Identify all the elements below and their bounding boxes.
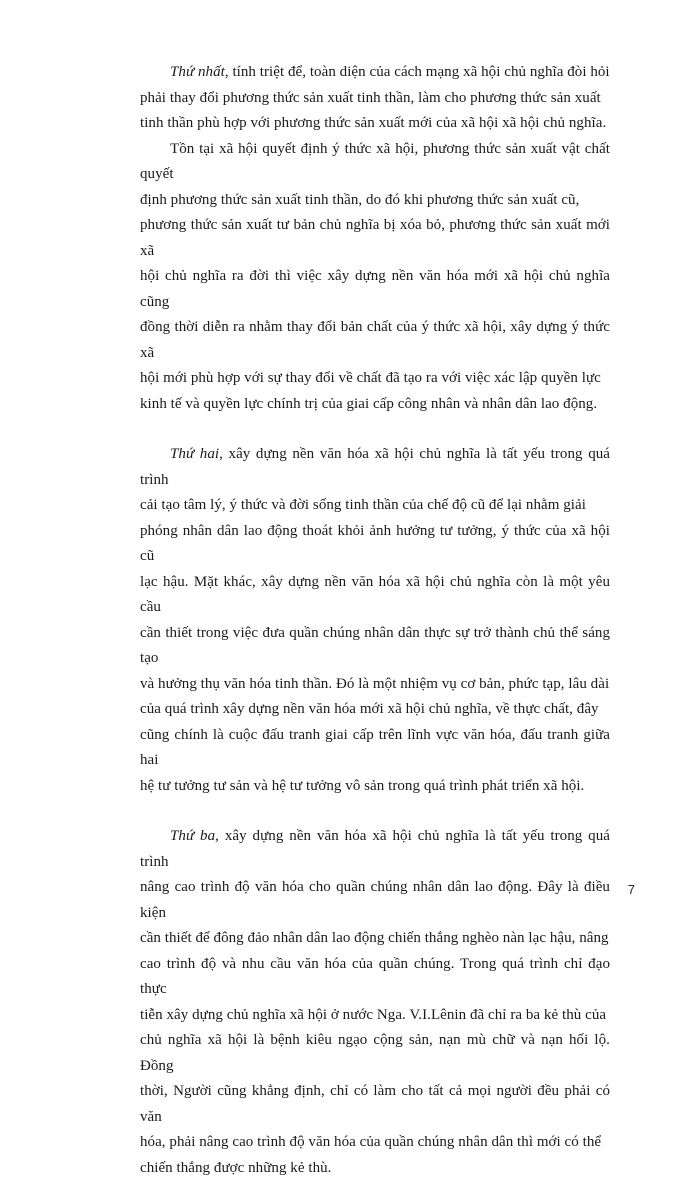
paragraph-gap <box>140 799 610 824</box>
paragraph-line: chiến thắng được những kẻ thù. <box>140 1156 610 1181</box>
paragraph-line <box>140 60 610 86</box>
paragraph-line: tiễn xây dựng chủ nghĩa xã hội ở nước Nga. V.I.Lênin đã chỉ ra ba kẻ thù của <box>140 1003 610 1029</box>
paragraph-line: cần thiết để đông đảo nhân dân lao động chiến thắng nghèo nàn lạc hậu, nâng <box>140 926 610 952</box>
paragraph-line: và hưởng thụ văn hóa tinh thần. Đó là một nhiệm vụ cơ bản, phức tạp, lâu dài <box>140 672 610 698</box>
paragraph-line: đồng thời diễn ra nhằm thay đổi bản chất của ý thức xã hội, xây dựng ý thức xã <box>140 315 610 366</box>
paragraph-line: phải thay đổi phương thức sản xuất tinh thần, làm cho phương thức sản xuất <box>140 86 610 112</box>
document-body <box>140 60 610 1181</box>
paragraph-1 <box>140 60 610 137</box>
paragraph-line: kinh tế và quyền lực chính trị của giai cấp công nhân và nhân dân lao động. <box>140 392 610 418</box>
paragraph-line: định phương thức sản xuất tinh thần, do đó khi phương thức sản xuất cũ, <box>140 188 610 214</box>
paragraph-line: nâng cao trình độ văn hóa cho quần chúng nhân dân lao động. Đây là điều kiện <box>140 875 610 926</box>
paragraph-line-text: , xây dựng nền văn hóa xã hội chủ nghĩa là tất yếu trong quá trình <box>140 446 610 488</box>
paragraph-line: hội mới phù hợp với sự thay đổi về chất đã tạo ra với việc xác lập quyền lực <box>140 366 610 392</box>
paragraph-lead: Thứ hai <box>170 446 219 462</box>
paragraph-line-text: , tính triệt để, toàn diện của cách mạng xã hội chủ nghĩa đòi hỏi <box>225 64 610 80</box>
paragraph-4 <box>140 824 610 1181</box>
paragraph-2 <box>140 137 610 418</box>
paragraph-line <box>140 824 610 875</box>
paragraph-line: phóng nhân dân lao động thoát khỏi ảnh hưởng tư tưởng, ý thức của xã hội cũ <box>140 519 610 570</box>
paragraph-line: tinh thần phù hợp với phương thức sản xuất mới của xã hội xã hội chủ nghĩa. <box>140 111 610 137</box>
paragraph-gap <box>140 417 610 442</box>
paragraph-lead: Thứ nhất <box>170 64 225 80</box>
paragraph-line: cần thiết trong việc đưa quần chúng nhân dân thực sự trở thành chủ thể sáng tạo <box>140 621 610 672</box>
paragraph-lead: Thứ ba, <box>170 828 219 844</box>
paragraph-line: hội chủ nghĩa ra đời thì việc xây dựng nền văn hóa mới xã hội chủ nghĩa cũng <box>140 264 610 315</box>
paragraph-line: chủ nghĩa xã hội là bệnh kiêu ngạo cộng sản, nạn mù chữ và nạn hối lộ. Đồng <box>140 1028 610 1079</box>
paragraph-line <box>140 442 610 493</box>
paragraph-line: của quá trình xây dựng nền văn hóa mới xã hội chủ nghĩa, về thực chất, đây <box>140 697 610 723</box>
paragraph-line: Tồn tại xã hội quyết định ý thức xã hội, phương thức sản xuất vật chất quyết <box>140 137 610 188</box>
paragraph-line: hệ tư tưởng tư sản và hệ tư tưởng vô sản trong quá trình phát triển xã hội. <box>140 774 610 800</box>
paragraph-line-text: xây dựng nền văn hóa xã hội chủ nghĩa là tất yếu trong quá trình <box>140 828 610 870</box>
paragraph-3 <box>140 442 610 799</box>
paragraph-line: thời, Người cũng khẳng định, chỉ có làm cho tất cả mọi người đều phải có văn <box>140 1079 610 1130</box>
page-number: 7 <box>628 882 635 897</box>
paragraph-line: hóa, phải nâng cao trình độ văn hóa của quần chúng nhân dân thì mới có thể <box>140 1130 610 1156</box>
paragraph-line: cũng chính là cuộc đấu tranh giai cấp trên lĩnh vực văn hóa, đấu tranh giữa hai <box>140 723 610 774</box>
paragraph-line: lạc hậu. Mặt khác, xây dựng nền văn hóa xã hội chủ nghĩa còn là một yêu cầu <box>140 570 610 621</box>
paragraph-line: phương thức sản xuất tư bản chủ nghĩa bị xóa bỏ, phương thức sản xuất mới xã <box>140 213 610 264</box>
paragraph-line: cải tạo tâm lý, ý thức và đời sống tinh thần của chế độ cũ để lại nhằm giải <box>140 493 610 519</box>
paragraph-line: cao trình độ và nhu cầu văn hóa của quần chúng. Trong quá trình chỉ đạo thực <box>140 952 610 1003</box>
